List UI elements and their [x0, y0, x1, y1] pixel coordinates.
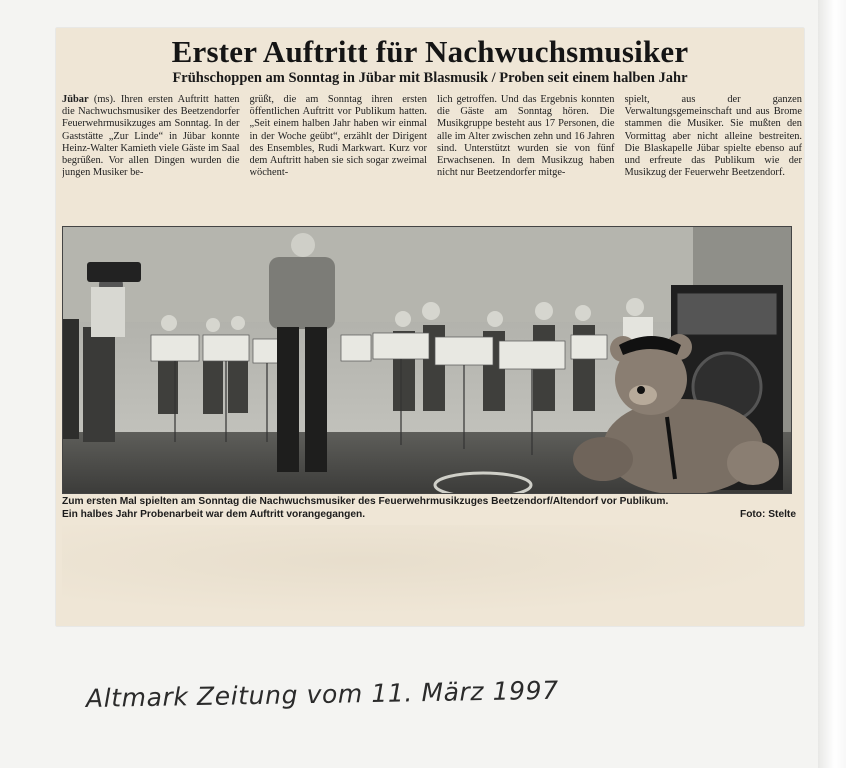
caption-line-1: Zum ersten Mal spielten am Sonntag die Nachwuchsmusiker des Feuerwehrmusikzuges Beetzendorf/Altendorf vor Publikum.: [62, 496, 669, 507]
photo-caption: [62, 496, 796, 521]
column-text: (ms). Ihren ersten Auftritt hatten die Nachwuchsmusiker des Beetzendorfer Feuerwehrmusikzuges am Sonntag. In der Gaststätte „Zur Linde“ in Jübar konnte Heinz-Walter Kamieth viele Gäste im Saal begrüßen. Vor allen Dingen wurden die jungen Musiker be-: [62, 94, 240, 179]
caption-line-2: Ein halbes Jahr Probenarbeit war dem Auftritt vorangegangen.: [62, 508, 366, 520]
article-column-3: [437, 94, 615, 226]
photo-illustration: [63, 227, 791, 493]
photo-credit: Foto: Stelte: [739, 508, 796, 520]
headline: Erster Auftritt für Nachwuchsmusiker: [171, 34, 689, 69]
handwritten-note: Altmark Zeitung vom 11. März 1997: [85, 675, 559, 713]
article-body: [62, 94, 802, 226]
news-photo: [62, 226, 792, 494]
article-column-4: [625, 94, 803, 226]
column-text: spielt, aus der ganzen Verwaltungsgemeinschaft und aus Brome stammen die Musiker. Sie mußten den Vormittag aber nicht alleine bestreiten. Die Blaskapelle Jübar spielte ebenso auf und erfreute das Publikum wie der Musikzug der Feuerwehr Beetzendorf.: [624, 94, 802, 179]
paper-texture: [62, 525, 802, 615]
page-edge: [818, 0, 846, 768]
subheadline: Frühschoppen am Sonntag in Jübar mit Blasmusik / Proben seit einem halben Jahr: [172, 70, 688, 86]
column-text: grüßt, die am Sonntag ihren ersten öffentlichen Auftritt vor Publikum hatten. „Seit einem halben Jahr haben wir einmal in der Woche geübt“, erzählt der Dirigent des Ensembles, Rudi Markwart. Kurz vor dem Auftritt haben sie sich sogar zweimal wöchent-: [249, 94, 427, 179]
article-column-2: [250, 94, 428, 226]
column-text: lich getroffen. Und das Ergebnis konnten die Gäste am Sonntag hören. Die Musikgruppe besteht aus 17 Personen, die alle im Alter zwischen zehn und 16 Jahren sind. Unterstützt wurden sie von fünf Erwachsenen. In dem Musikzug haben nicht nur Beetzendorfer mitge-: [437, 94, 615, 179]
dateline: Jübar: [62, 94, 89, 105]
article-column-1: [62, 94, 240, 226]
newspaper-clipping: [56, 28, 804, 626]
